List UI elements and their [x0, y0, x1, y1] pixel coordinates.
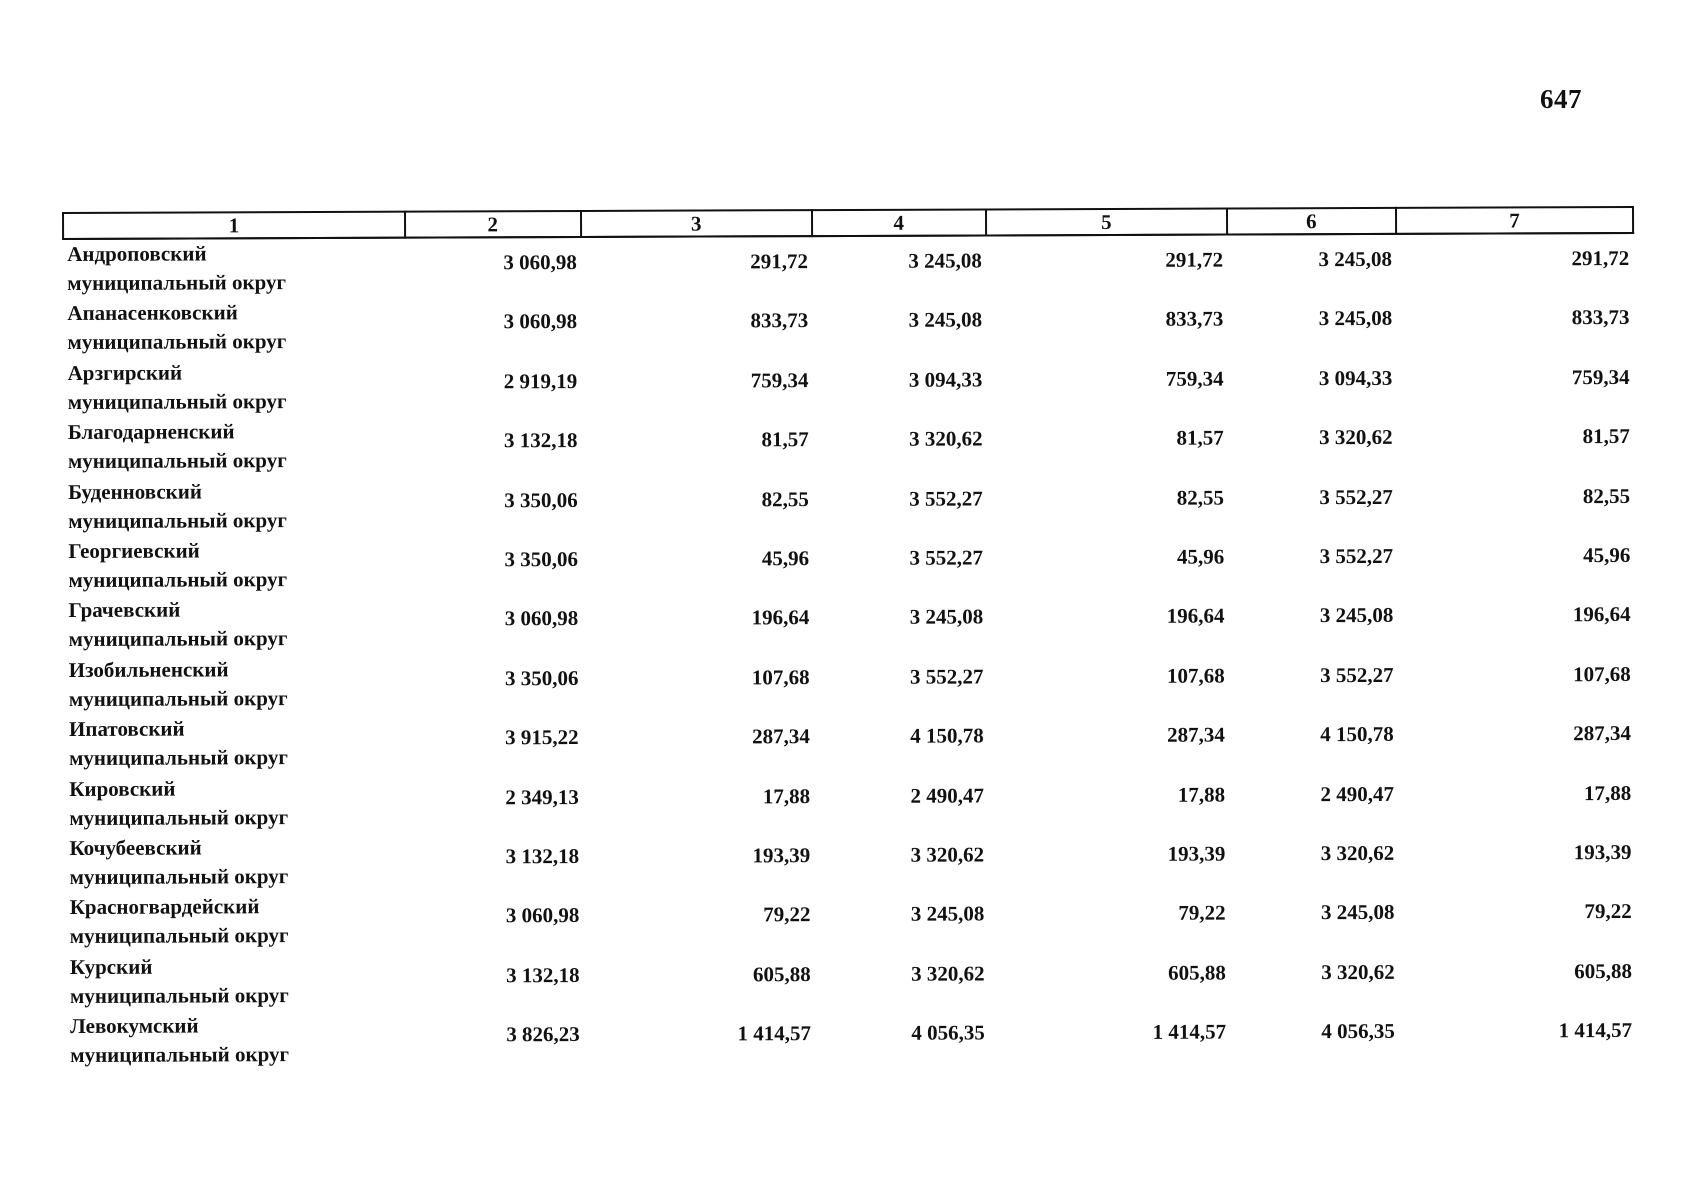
district-type: муниципальный округ	[68, 567, 288, 592]
district-name-cell	[64, 417, 406, 478]
value-cell-col4: 3 320,62	[910, 842, 985, 867]
district-name: Кочубеевский	[69, 835, 202, 860]
value-cell-col3: 107,68	[751, 664, 810, 690]
value-cell-col4: 3 552,27	[909, 545, 984, 570]
table-row	[63, 233, 1633, 299]
district-type: муниципальный округ	[67, 270, 287, 295]
value-cell-col6: 3 552,27	[1319, 543, 1394, 569]
value-cell-col3: 196,64	[751, 605, 810, 630]
value-cell-col7: 291,72	[1571, 245, 1630, 271]
value-cell-col7: 287,34	[1573, 721, 1632, 746]
value-cell-col5: 833,73	[1165, 306, 1224, 332]
district-type: муниципальный округ	[69, 864, 289, 889]
district-type: муниципальный округ	[67, 329, 287, 355]
value-cell-col5: 193,39	[1167, 841, 1226, 866]
district-name: Левокумский	[70, 1013, 199, 1039]
district-name: Кировский	[69, 776, 176, 801]
district-name-cell	[66, 951, 408, 1012]
district-name: Арзгирский	[67, 360, 183, 385]
value-cell-col2: 3 060,98	[503, 250, 577, 275]
district-name: Ипатовский	[68, 716, 185, 742]
table-row	[66, 947, 1636, 1012]
data-table	[62, 206, 1637, 1071]
value-cell-col5: 605,88	[1168, 960, 1226, 985]
value-cell-col4: 4 056,35	[911, 1020, 985, 1045]
value-cell-col3: 833,73	[750, 308, 809, 333]
value-cell-col3: 193,39	[752, 843, 811, 868]
value-cell-col7: 107,68	[1572, 661, 1631, 686]
district-name: Изобильненский	[68, 657, 229, 682]
table-row	[63, 293, 1633, 358]
value-cell-col2: 3 132,18	[505, 843, 580, 869]
district-name-cell	[64, 357, 406, 418]
value-cell-col7: 45,96	[1583, 542, 1631, 568]
district-name: Грачевский	[68, 597, 181, 623]
value-cell-col3: 82,55	[761, 486, 809, 511]
value-cell-col4: 3 094,33	[908, 367, 983, 392]
value-cell-col3: 17,88	[762, 783, 811, 808]
value-cell-col7: 79,22	[1584, 899, 1632, 924]
value-cell-col7: 605,88	[1574, 958, 1632, 983]
value-cell-col7: 1 414,57	[1558, 1018, 1633, 1043]
column-number: 7	[1396, 207, 1633, 234]
value-cell-col6: 3 094,33	[1318, 365, 1393, 390]
district-name: Красногвардейский	[69, 894, 260, 920]
value-cell-col5: 17,88	[1177, 782, 1226, 807]
value-cell-col6: 4 150,78	[1320, 722, 1394, 747]
value-cell-col5: 196,64	[1166, 603, 1225, 629]
value-cell-col3: 759,34	[750, 367, 809, 393]
district-name-cell	[63, 238, 405, 300]
value-cell-col6: 2 490,47	[1320, 781, 1395, 806]
district-name-cell	[65, 833, 407, 894]
value-cell-col2: 3 350,06	[504, 665, 579, 691]
district-name-cell	[65, 654, 407, 715]
value-cell-col5: 291,72	[1165, 247, 1224, 272]
value-cell-col7: 196,64	[1572, 602, 1631, 627]
data-table-container	[62, 206, 1637, 1071]
value-cell-col5: 107,68	[1166, 663, 1225, 688]
table-body	[63, 233, 1636, 1071]
value-cell-col4: 3 552,27	[909, 664, 984, 689]
value-cell-col2: 2 349,13	[505, 784, 579, 809]
value-cell-col6: 4 056,35	[1321, 1018, 1395, 1044]
value-cell-col2: 2 919,19	[503, 368, 578, 394]
value-cell-col3: 81,57	[761, 427, 809, 452]
value-cell-col2: 3 350,06	[504, 546, 579, 572]
value-cell-col6: 3 552,27	[1319, 484, 1393, 509]
value-cell-col4: 3 245,08	[910, 901, 985, 927]
value-cell-col4: 4 150,78	[910, 723, 984, 748]
district-name: Андроповский	[67, 241, 207, 266]
district-type: муниципальный округ	[67, 448, 287, 474]
value-cell-col5: 45,96	[1176, 544, 1225, 569]
column-number: 1	[63, 212, 405, 239]
table-row	[65, 650, 1635, 715]
value-cell-col2: 3 915,22	[505, 725, 579, 750]
district-name: Буденновский	[68, 479, 202, 504]
value-cell-col4: 3 320,62	[909, 426, 983, 451]
district-name-cell	[65, 773, 407, 834]
table-row	[64, 353, 1634, 418]
table-row	[64, 472, 1634, 537]
district-type: муниципальный округ	[68, 507, 287, 533]
value-cell-col2: 3 060,98	[503, 309, 578, 334]
value-cell-col4: 3 552,27	[909, 486, 983, 511]
table-row	[66, 1006, 1636, 1071]
value-cell-col2: 3 826,23	[506, 1022, 580, 1047]
value-cell-col6: 3 245,08	[1319, 603, 1394, 628]
value-cell-col3: 1 414,57	[737, 1021, 812, 1046]
column-number: 2	[405, 211, 581, 238]
district-name-cell	[65, 714, 407, 775]
value-cell-col7: 759,34	[1571, 364, 1630, 389]
table-row	[64, 412, 1634, 477]
value-cell-col3: 605,88	[752, 961, 811, 987]
value-cell-col4: 3 245,08	[908, 307, 983, 333]
value-cell-col5: 82,55	[1176, 485, 1225, 510]
district-type: муниципальный округ	[69, 745, 288, 771]
value-cell-col4: 3 245,08	[909, 604, 984, 630]
district-type: муниципальный округ	[69, 804, 289, 830]
value-cell-col5: 287,34	[1167, 722, 1225, 747]
table-row	[65, 828, 1635, 893]
district-type: муниципальный округ	[67, 388, 287, 414]
value-cell-col5: 79,22	[1178, 900, 1226, 926]
value-cell-col6: 3 245,08	[1320, 900, 1395, 925]
district-type: муниципальный округ	[70, 1042, 290, 1068]
district-name: Апанасенковский	[67, 300, 238, 326]
value-cell-col2: 3 350,06	[504, 487, 578, 512]
district-name-cell	[63, 298, 405, 359]
district-name-cell	[64, 476, 406, 537]
value-cell-col7: 833,73	[1571, 305, 1630, 330]
district-name-cell	[66, 892, 408, 953]
value-cell-col7: 17,88	[1583, 780, 1632, 805]
value-cell-col6: 3 245,08	[1318, 306, 1393, 331]
value-cell-col2: 3 132,18	[506, 962, 580, 987]
district-name: Благодарненский	[67, 419, 235, 445]
value-cell-col5: 1 414,57	[1152, 1019, 1227, 1044]
value-cell-col6: 3 320,62	[1321, 959, 1395, 984]
district-name-cell	[64, 536, 406, 597]
value-cell-col6: 3 320,62	[1320, 840, 1395, 866]
value-cell-col7: 82,55	[1582, 483, 1631, 508]
table-row	[64, 590, 1634, 655]
district-name: Георгиевский	[68, 538, 200, 563]
value-cell-col4: 2 490,47	[910, 782, 984, 808]
value-cell-col6: 3 320,62	[1319, 425, 1393, 450]
value-cell-col4: 3 245,08	[908, 248, 982, 273]
district-name-cell	[64, 595, 406, 656]
value-cell-col3: 291,72	[750, 249, 809, 274]
value-cell-col5: 759,34	[1165, 366, 1224, 391]
column-number: 6	[1227, 208, 1396, 235]
district-type: муниципальный округ	[69, 923, 289, 949]
value-cell-col7: 81,57	[1582, 424, 1630, 449]
district-type: муниципальный округ	[68, 626, 288, 652]
value-cell-col6: 3 245,08	[1318, 246, 1392, 272]
column-number: 3	[581, 210, 812, 237]
column-number: 4	[812, 209, 986, 236]
value-cell-col5: 81,57	[1176, 425, 1224, 450]
table-row	[66, 887, 1636, 952]
value-cell-col4: 3 320,62	[911, 961, 985, 986]
value-cell-col3: 45,96	[761, 546, 810, 571]
value-cell-col3: 79,22	[763, 902, 811, 927]
value-cell-col6: 3 552,27	[1319, 662, 1394, 687]
table-row	[64, 531, 1634, 596]
value-cell-col2: 3 060,98	[504, 606, 579, 631]
district-name: Курский	[69, 954, 153, 979]
district-name-cell	[66, 1011, 408, 1072]
column-number: 5	[986, 209, 1227, 236]
value-cell-col7: 193,39	[1573, 839, 1632, 865]
table-row	[65, 768, 1635, 833]
district-type: муниципальный округ	[69, 982, 289, 1008]
value-cell-col2: 3 132,18	[503, 428, 578, 453]
table-row	[65, 709, 1635, 774]
value-cell-col3: 287,34	[752, 724, 810, 749]
district-type: муниципальный округ	[68, 685, 288, 711]
value-cell-col2: 3 060,98	[505, 903, 580, 928]
page-number: 647	[1540, 84, 1582, 114]
